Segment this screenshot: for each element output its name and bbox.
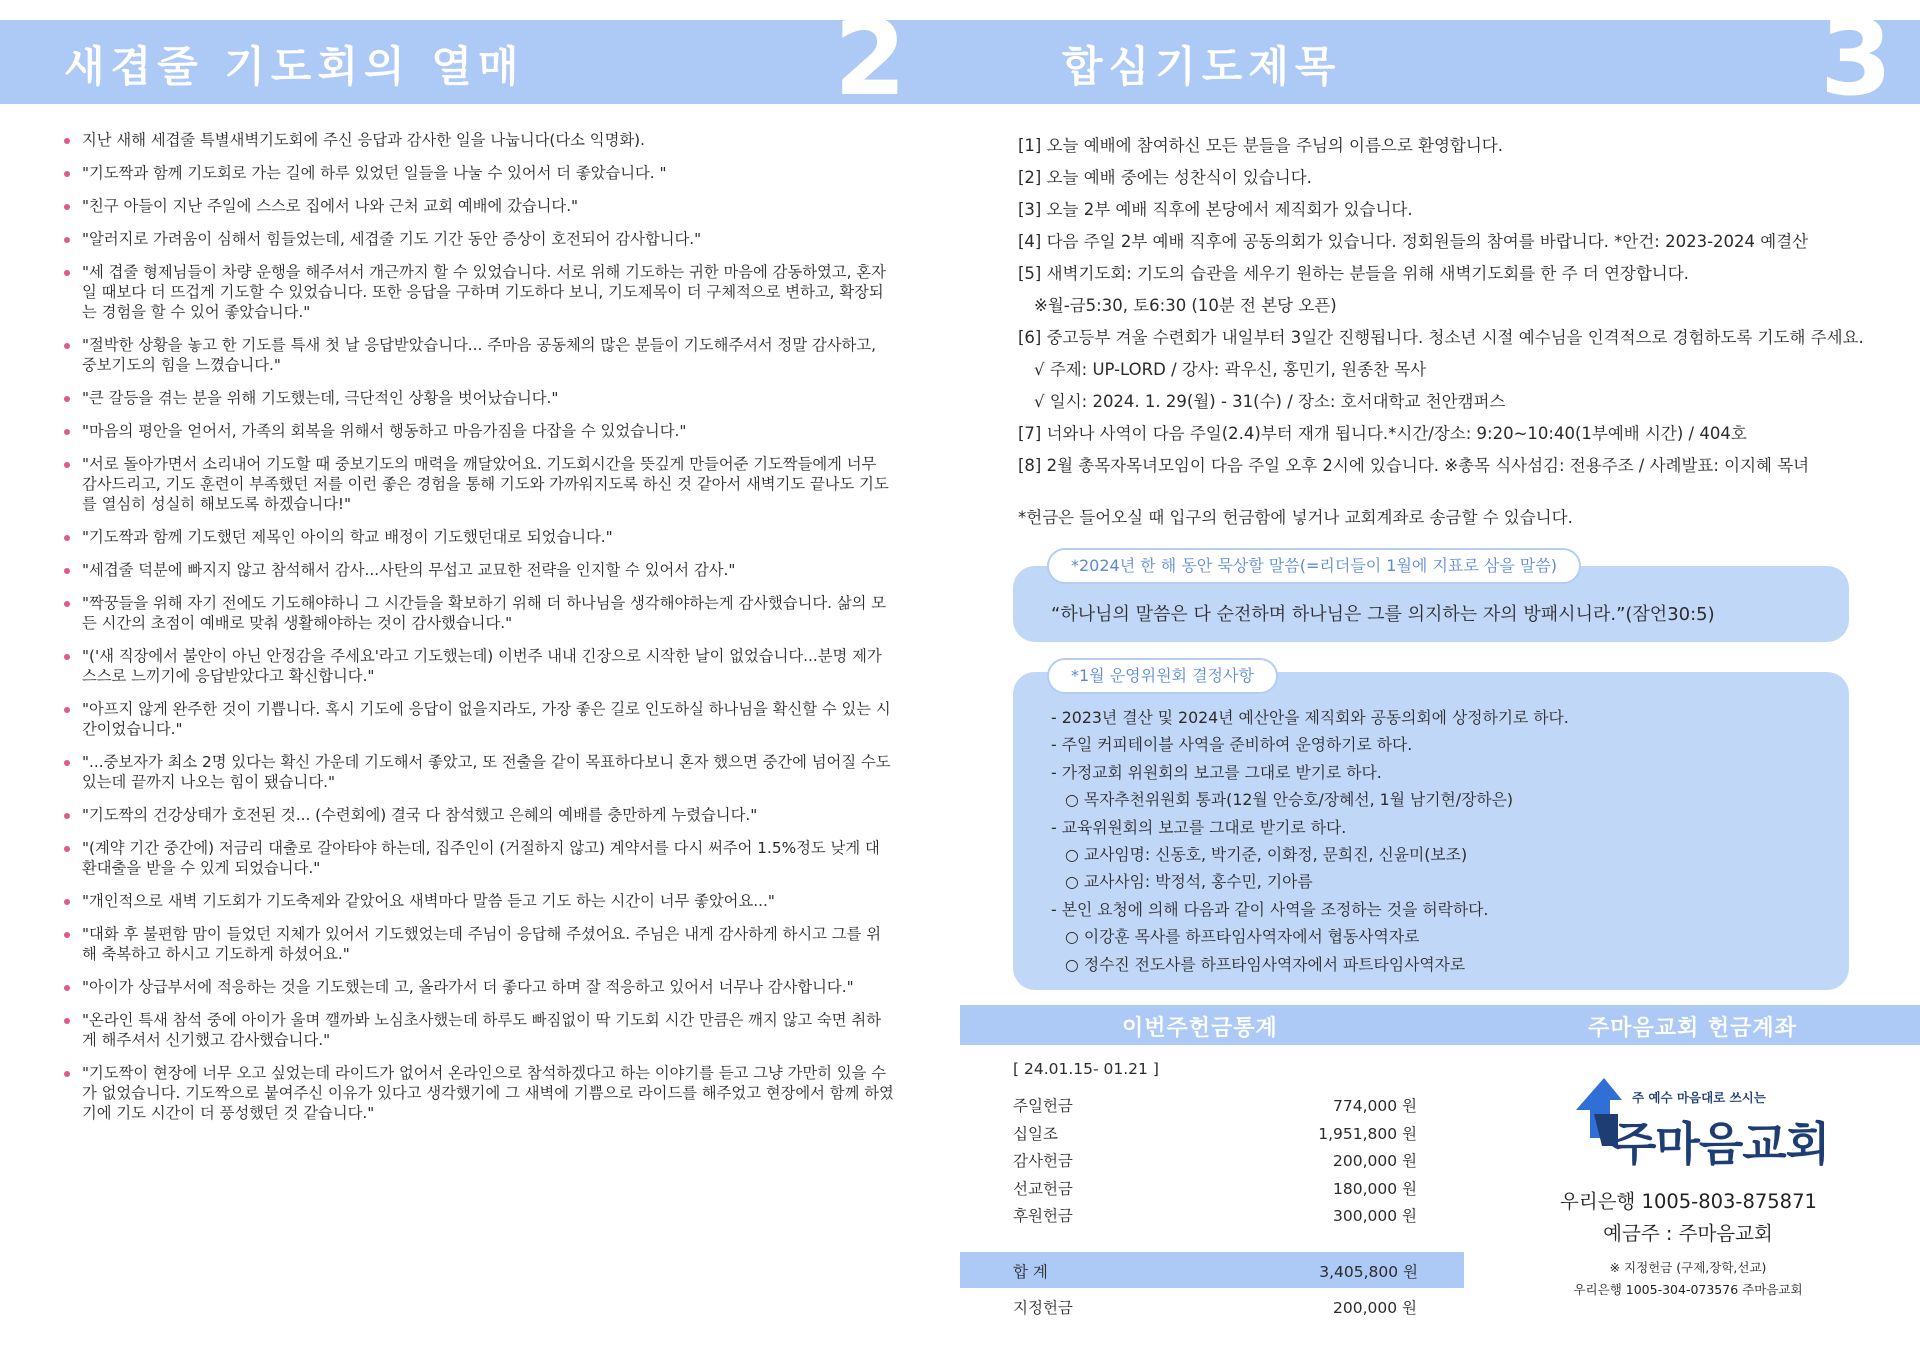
testimony-item: "개인적으로 새벽 기도회가 기도축제와 같았어요 새벽마다 말씀 듣고 기도 하는 시간이 너무 좋았어요..."	[64, 891, 894, 911]
decision-item: - 교육위원회의 보고를 그대로 받기로 하다.	[1051, 817, 1347, 837]
announcement-item: [5] 새벽기도회: 기도의 습관을 세우기 원하는 분들을 위해 새벽기도회를 한 주 더 연장합니다.	[1018, 264, 1689, 283]
testimony-item: "절박한 상황을 놓고 한 기도를 특새 첫 날 응답받았습니다... 주마음 공동체의 많은 분들이 기도해주셔서 정말 감사하고, 중보기도의 힘을 느꼈습니다."	[64, 335, 894, 375]
bank-account: 우리은행 1005-803-875871	[1560, 1190, 1817, 1213]
decision-item: ○ 교사임명: 신동호, 박기준, 이화정, 문희진, 신윤미(보조)	[1051, 841, 1569, 868]
testimony-item: "서로 돌아가면서 소리내어 기도할 때 중보기도의 매력을 깨달았어요. 기도회시간을 뜻깊게 만들어준 기도짝들에게 너무 감사드리고, 기도 훈련이 부족했던 저를 이런 좋은 경험을 통해 기도와 가까워지도록 하신 것 같아서 새벽기도 끝나도 기도를 열심히 성실히 해보도록 하겠습니다!"	[64, 454, 894, 514]
decision-item: - 본인 요청에 의해 다음과 같이 사역을 조정하는 것을 허락하다.	[1051, 899, 1489, 919]
stats-period: [ 24.01.15- 01.21 ]	[1013, 1060, 1159, 1078]
designated-amount: 200,000 원	[1333, 1299, 1417, 1317]
offering-amount: 300,000 원	[1333, 1207, 1417, 1225]
testimony-item: "('새 직장에서 불안이 아닌 안정감을 주세요'라고 기도했는데) 이번주 내내 긴장으로 시작한 날이 없었습니다...분명 제가 스스로 느끼기에 응답받았다고 확신합니다."	[64, 646, 894, 686]
announcement-item: [7] 너와나 사역이 다음 주일(2.4)부터 재개 됩니다.*시간/장소: 9:20~10:40(1부예배 시간) / 404호	[1018, 424, 1747, 443]
testimony-item: "짝꿍들을 위해 자기 전에도 기도해야하니 그 시간들을 확보하기 위해 더 하나님을 생각해야하는게 감사했습니다. 삶의 모든 시간의 초점이 예배로 맞춰 생활해야하는 것이 감사했습니다."	[64, 593, 894, 633]
account-header: 주마음교회 헌금계좌	[1588, 1016, 1797, 1041]
offering-row	[1013, 1090, 1463, 1118]
testimony-item: "친구 아들이 지난 주일에 스스로 집에서 나와 근처 교회 예배에 갔습니다."	[64, 196, 894, 216]
testimony-item: "큰 갈등을 겪는 분을 위해 기도했는데, 극단적인 상황을 벗어났습니다."	[64, 388, 894, 408]
decision-item: - 주일 커피테이블 사역을 준비하여 운영하기로 하다.	[1051, 735, 1413, 755]
bottom-header-bar	[960, 1005, 1920, 1045]
offering-row	[1013, 1173, 1463, 1201]
announcement-item: [1] 오늘 예배에 참여하신 모든 분들을 주님의 이름으로 환영합니다.	[1018, 136, 1503, 155]
testimony-list	[64, 130, 894, 1136]
offering-row	[1013, 1118, 1463, 1146]
announcement-item: √ 주제: UP-LORD / 강사: 곽우신, 홍민기, 원종찬 목사	[1034, 360, 1427, 379]
designated-note: ※ 지정헌금 (구제,장학,선교)	[1609, 1260, 1767, 1275]
decision-panel	[1013, 672, 1849, 990]
decision-panel-tab: *1월 운영위원회 결정사항	[1047, 658, 1278, 694]
testimony-item: "세 겹줄 형제님들이 차량 운행을 해주셔서 개근까지 할 수 있었습니다. 서로 위해 기도하는 귀한 마음에 감동하였고, 혼자일 때보다 더 뜨겁게 기도할 수 있었습니다. 또한 응답을 구하며 기도하다 보니, 기도제목이 더 구체적으로 변하고, 확장되는 경험을 할 수 있어 좋았습니다."	[64, 262, 894, 322]
verse-text: “하나님의 말씀은 다 순전하며 하나님은 그를 의지하는 자의 방패시니라.”(잠언30:5)	[1051, 604, 1715, 625]
testimony-item: "아프지 않게 완주한 것이 기쁩니다. 혹시 기도에 응답이 없을지라도, 가장 좋은 길로 인도하실 하나님을 확신할 수 있는 시간이었습니다."	[64, 699, 894, 739]
testimony-item: "세겹줄 덕분에 빠지지 않고 참석해서 감사...사탄의 무섭고 교묘한 전략을 인지할 수 있어서 감사."	[64, 560, 894, 580]
testimony-item: "아이가 상급부서에 적응하는 것을 기도했는데 고, 올라가서 더 좋다고 하며 잘 적응하고 있어서 너무나 감사합니다."	[64, 977, 894, 997]
announcement-item: √ 일시: 2024. 1. 29(월) - 31(수) / 장소: 호서대학교 천안캠퍼스	[1034, 392, 1506, 411]
announcement-list	[1018, 130, 1888, 482]
announcement-item: [2] 오늘 예배 중에는 성찬식이 있습니다.	[1018, 168, 1312, 187]
offering-label: 주일헌금	[1013, 1097, 1073, 1115]
account-holder: 예금주 : 주마음교회	[1603, 1222, 1773, 1245]
offering-note: *헌금은 들어오실 때 입구의 헌금함에 넣거나 교회계좌로 송금할 수 있습니다.	[1018, 508, 1573, 527]
offering-amount: 180,000 원	[1333, 1179, 1417, 1198]
offering-row	[1013, 1200, 1463, 1228]
offering-stats-table	[1013, 1090, 1463, 1228]
testimony-item: "(계약 기간 중간에) 저금리 대출로 갈아타야 하는데, 집주인이 (거절하지 않고) 계약서를 다시 써주어 1.5%정도 낮게 대환대출을 받을 수 있게 되었습니다."	[64, 838, 894, 878]
offering-amount: 200,000 원	[1333, 1152, 1417, 1170]
left-page-number: 2	[834, 0, 907, 119]
offering-total-row	[960, 1252, 1464, 1288]
offering-row	[1013, 1145, 1463, 1173]
decision-item: ○ 목자추천위원회 통과(12월 안승호/장혜선, 1월 남기현/장하은)	[1051, 786, 1569, 813]
announcement-item: [3] 오늘 2부 예배 직후에 본당에서 제직회가 있습니다.	[1018, 200, 1413, 219]
offering-label: 후원헌금	[1013, 1207, 1073, 1225]
decision-item: ○ 교사사임: 박정석, 홍수민, 기아름	[1051, 868, 1569, 895]
designated-offering-row	[1013, 1296, 1463, 1324]
right-section-title: 합심기도제목	[1062, 42, 1342, 91]
testimony-item: "마음의 평안을 얻어서, 가족의 회복을 위해서 행동하고 마음가짐을 다잡을 수 있었습니다."	[64, 421, 894, 441]
announcement-item: [6] 중고등부 겨울 수련회가 내일부터 3일간 진행됩니다. 청소년 시절 예수님을 인격적으로 경험하도록 기도해 주세요.	[1018, 328, 1864, 347]
testimony-item: "대화 후 불편함 맘이 들었던 지체가 있어서 기도했었는데 주님이 응답해 주셨어요. 주님은 내게 감사하게 하시고 그를 위해 축복하고 하시고 기도하게 하셨어요."	[64, 924, 894, 964]
testimony-item: "기도짝과 함께 기도했던 제목인 아이의 학교 배정이 기도했던대로 되었습니다."	[64, 527, 894, 547]
announcement-item: ※월-금5:30, 토6:30 (10분 전 본당 오픈)	[1034, 296, 1337, 315]
decision-item: ○ 정수진 전도사를 하프타임사역자에서 파트타임사역자로	[1051, 951, 1569, 978]
left-header-bar	[0, 0, 960, 119]
announcement-item: [8] 2월 총목자목녀모임이 다음 주일 오후 2시에 있습니다. ※총목 식사섬김: 전용주조 / 사례발표: 이지혜 목녀	[1018, 456, 1810, 475]
testimony-item: "기도짝이 현장에 너무 오고 싶었는데 라이드가 없어서 온라인으로 참석하겠다고 하는 이야기를 듣고 그냥 가만히 있을 수가 없었습니다. 기도짝으로 붙여주신 이유가 있다고 생각했기에 그 새벽에 기쁨으로 라이드를 해주었고 현장에서 함께 하였기에 기도 시간이 더 풍성했던 것 같습니다."	[64, 1063, 894, 1123]
left-section-title: 새겹줄 기도회의 열매	[64, 42, 525, 91]
logo-text: 주마음교회	[1612, 1117, 1830, 1171]
decision-item: ○ 이강훈 목사를 하프타임사역자에서 협동사역자로	[1051, 923, 1569, 950]
testimony-item: "기도짝과 함께 기도회로 가는 길에 하루 있었던 일들을 나눌 수 있어서 더 좋았습니다. "	[64, 163, 894, 183]
verse-panel-tab: *2024년 한 해 동안 묵상할 말씀(=리더들이 1월에 지표로 삼을 말씀)	[1047, 548, 1581, 584]
designated-label: 지정헌금	[1013, 1299, 1073, 1317]
testimony-item: "...중보자가 최소 2명 있다는 확신 가운데 기도해서 좋았고, 또 전출을 같이 목표하다보니 혼자 했으면 중간에 넘어질 수도 있는데 끝까지 나오는 힘이 됐습니다."	[64, 752, 894, 792]
offering-amount: 1,951,800 원	[1318, 1124, 1417, 1143]
testimony-item: 지난 새해 세겹줄 특별새벽기도회에 주신 응답과 감사한 일을 나눕니다(다소 익명화).	[64, 130, 894, 150]
announcement-item: [4] 다음 주일 2부 예배 직후에 공동의회가 있습니다. 정회원들의 참여를 바랍니다. *안건: 2023-2024 예결산	[1018, 232, 1809, 251]
right-page-number: 3	[1820, 0, 1893, 119]
testimony-item: "알러지로 가려움이 심해서 힘들었는데, 세겹줄 기도 기간 동안 증상이 호전되어 감사합니다."	[64, 229, 894, 249]
decision-item: - 2023년 결산 및 2024년 예산안을 제직회와 공동의회에 상정하기로 하다.	[1051, 708, 1569, 727]
offering-stats-header: 이번주헌금통계	[1122, 1016, 1278, 1041]
testimony-item: "기도짝의 건강상태가 호전된 것... (수련회에) 결국 다 참석했고 은혜의 예배를 충만하게 누렸습니다."	[64, 805, 894, 825]
total-label: 합 계	[1013, 1263, 1048, 1281]
offering-label: 선교헌금	[1013, 1179, 1073, 1198]
designated-account: 우리은행 1005-304-073576 주마음교회	[1573, 1282, 1803, 1297]
offering-amount: 774,000 원	[1333, 1097, 1417, 1115]
right-header-bar	[960, 0, 1920, 119]
decision-list	[1051, 704, 1569, 978]
total-amount: 3,405,800 원	[1319, 1263, 1418, 1281]
logo-tagline: 주 예수 마음대로 쓰시는	[1632, 1090, 1766, 1105]
decision-item: - 가정교회 위원회의 보고를 그대로 받기로 하다.	[1051, 762, 1382, 782]
testimony-item: "온라인 특새 참석 중에 아이가 울며 깰까봐 노심초사했는데 하루도 빠짐없이 딱 기도회 시간 만큼은 깨지 않고 숙면 취하게 해주셔서 신기했고 감사했습니다."	[64, 1010, 894, 1050]
offering-label: 십일조	[1013, 1124, 1058, 1143]
offering-label: 감사헌금	[1013, 1152, 1073, 1170]
